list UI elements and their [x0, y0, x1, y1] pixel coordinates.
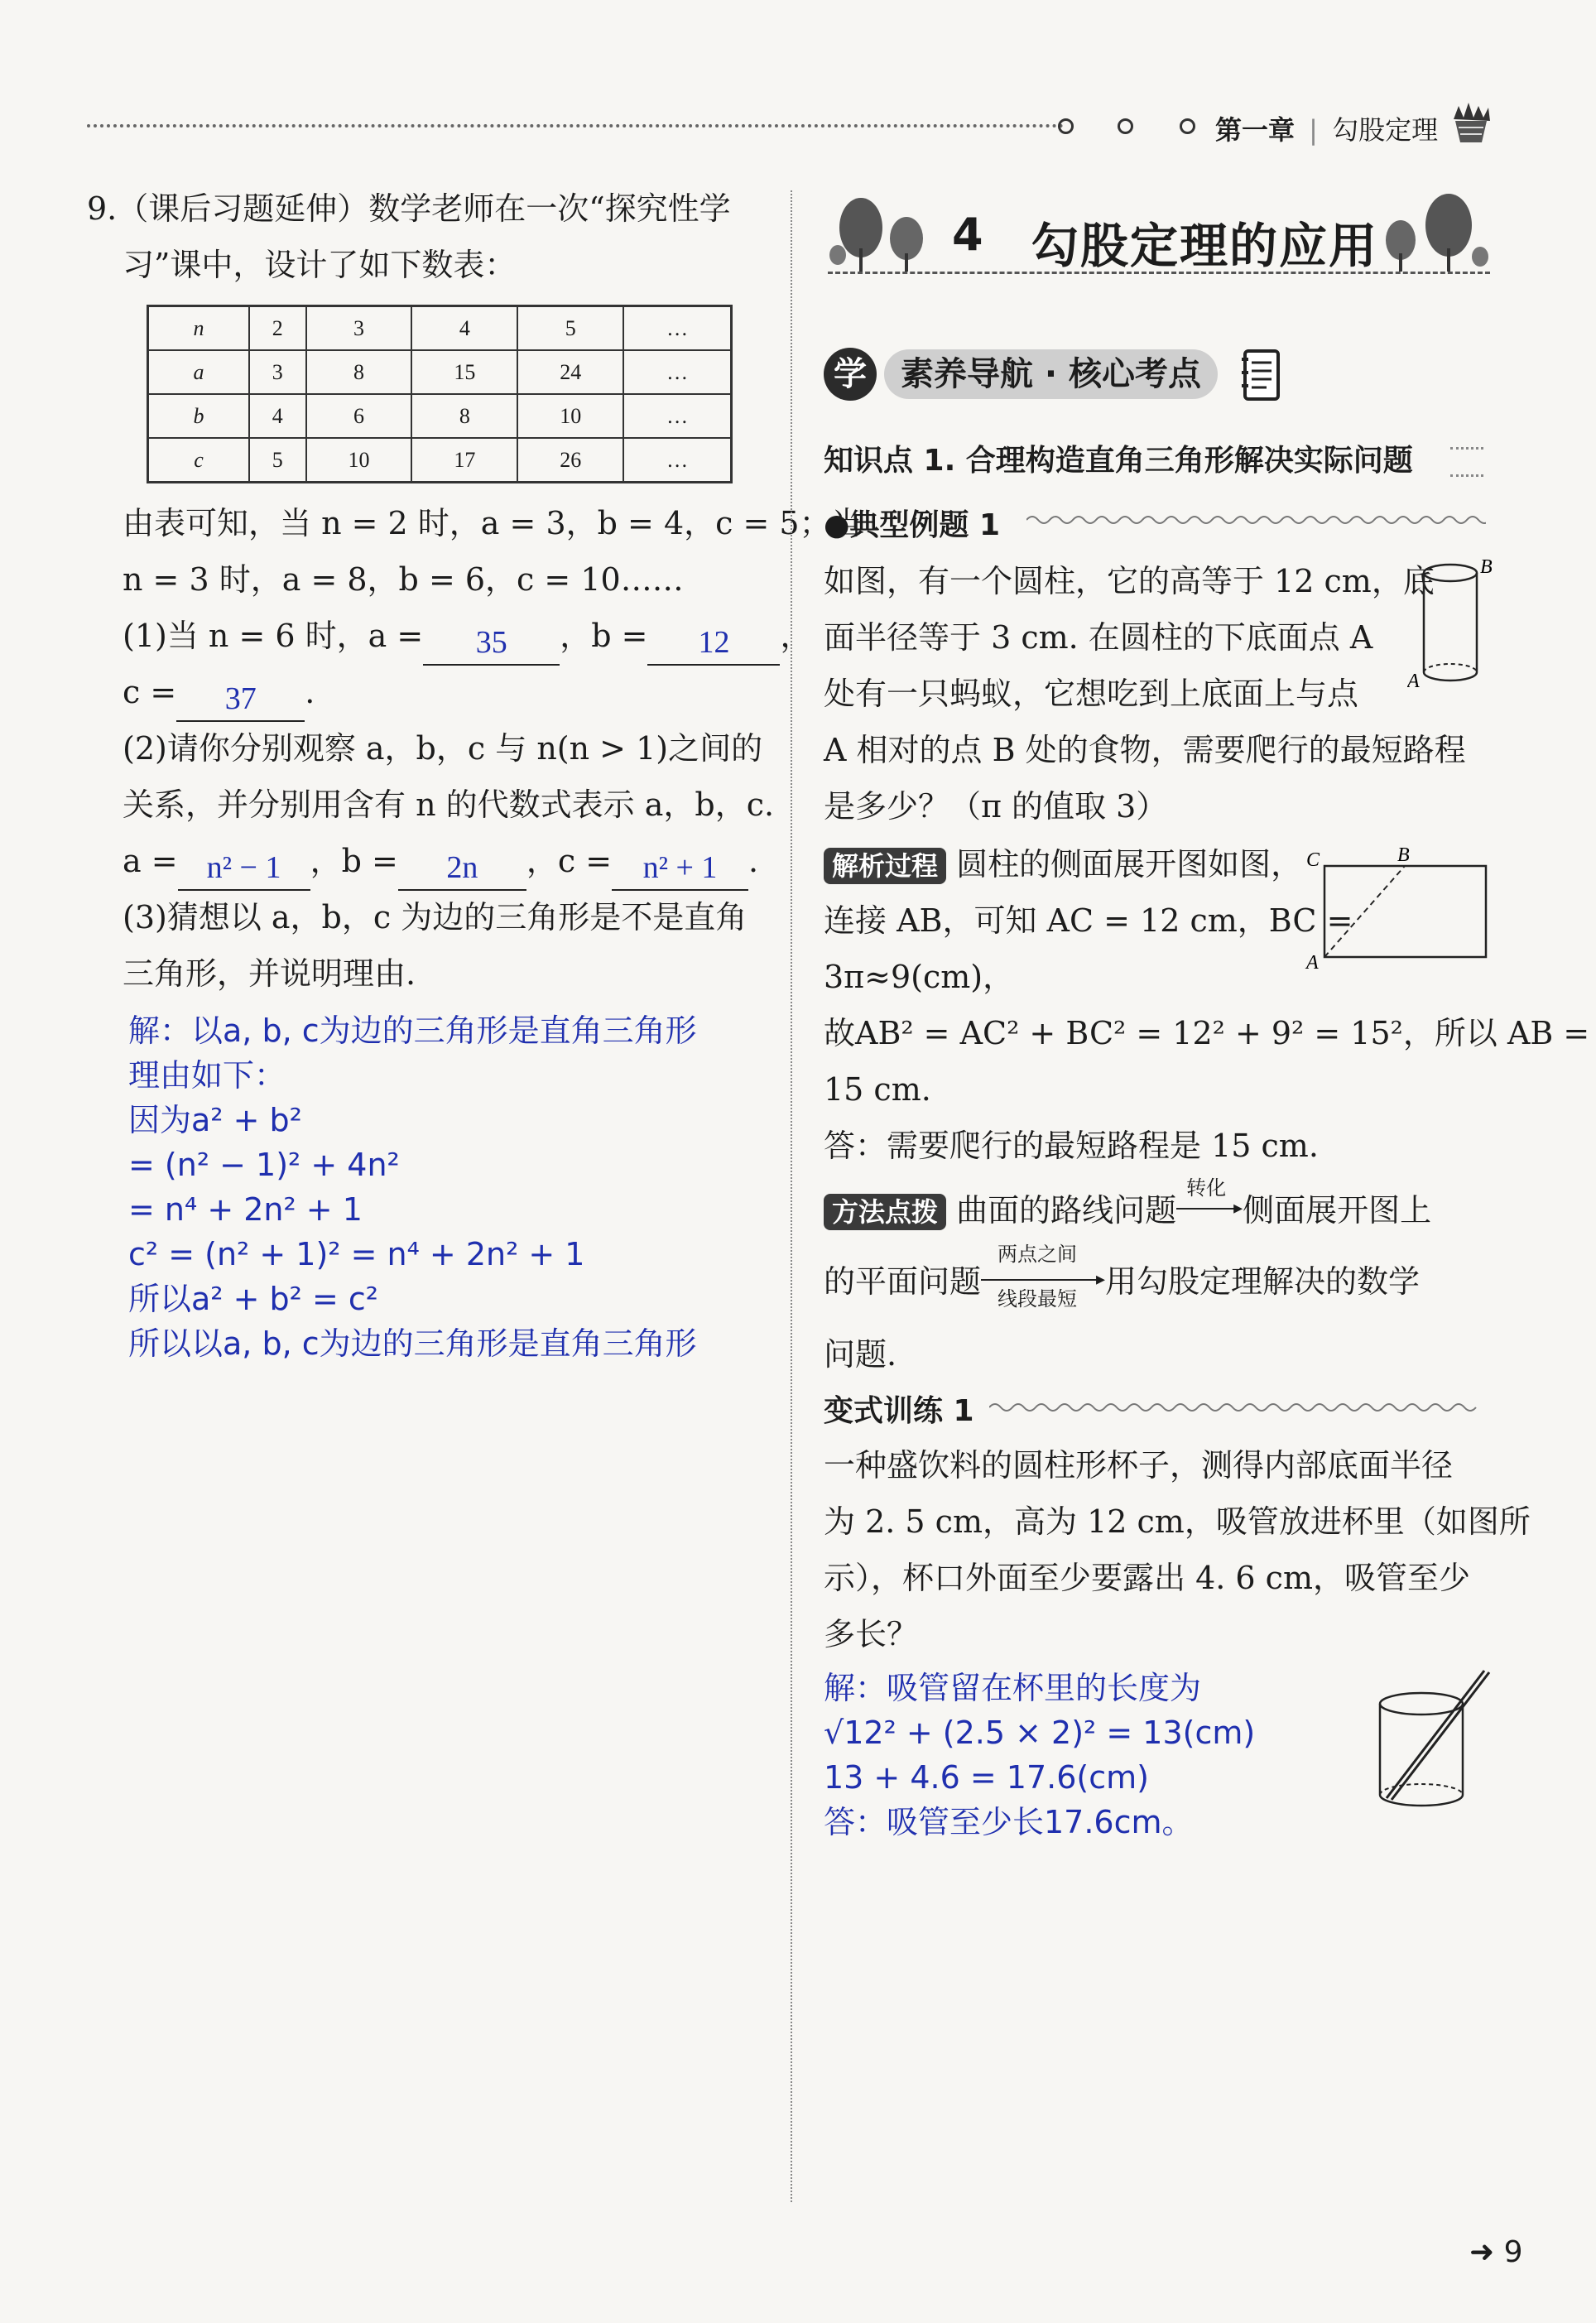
- fig2-label-c: C: [1306, 849, 1320, 871]
- table-cell: 10: [517, 394, 623, 438]
- q9-intro-line2: 习”课中，设计了如下数表：: [123, 247, 517, 283]
- part2-a-label: a =: [123, 843, 178, 879]
- table-cell: 4: [249, 394, 306, 438]
- method-text: 的平面问题: [824, 1263, 982, 1300]
- example-line: 面半径等于 3 cm. 在圆柱的下底面点 A: [824, 619, 1373, 656]
- table-row: [148, 394, 732, 438]
- answer-blank-b: [647, 608, 780, 666]
- section-number: 4: [952, 209, 983, 261]
- table-cell: 17: [411, 438, 517, 483]
- plant-pot-icon: [1449, 101, 1493, 144]
- answer-blank-a: [423, 608, 560, 666]
- page-number-text: 9: [1503, 2235, 1523, 2269]
- solution-line: 解：以a, b, c为边的三角形是直角三角形: [128, 1012, 697, 1049]
- fig1-label-a: A: [1407, 671, 1420, 692]
- trees-left-icon: [828, 190, 935, 273]
- q9-part1-c: c = 37 .: [123, 664, 315, 722]
- section-heading: 勾股定理的应用: [1031, 218, 1379, 274]
- table-cell: 5: [517, 306, 623, 351]
- table-cell: …: [623, 394, 731, 438]
- table-row: [148, 350, 732, 394]
- wavy-rule: [1026, 512, 1486, 528]
- method-line1: [824, 1176, 1432, 1238]
- variant-solution-line: √12² + (2.5 × 2)² = 13(cm): [824, 1715, 1256, 1751]
- part2-b-label: ，b =: [310, 843, 398, 879]
- section-title: [828, 190, 1490, 281]
- analysis-line: 连接 AB，可知 AC = 12 cm，BC =: [824, 902, 1353, 939]
- method-text: 曲面的路线问题: [956, 1192, 1177, 1229]
- answer-c: 37: [224, 681, 257, 716]
- analysis-line: 15 cm.: [824, 1071, 931, 1108]
- analysis-line: 3π≈9(cm)，: [824, 959, 1015, 995]
- analysis-line: 答：需要爬行的最短路程是 15 cm.: [824, 1128, 1319, 1164]
- table-cell: 15: [411, 350, 517, 394]
- table-cell: 5: [249, 438, 306, 483]
- table-cell: 10: [306, 438, 412, 483]
- trees-right-icon: [1382, 190, 1490, 273]
- table-cell: 8: [411, 394, 517, 438]
- table-cell: …: [623, 350, 731, 394]
- table-cell: b: [148, 394, 250, 438]
- unfolded-rectangle-figure: [1300, 844, 1490, 969]
- q9-observation-line1: 由表可知，当 n = 2 时，a = 3，b = 4，c = 5；当: [123, 505, 863, 541]
- q9-intro-line1: 9.（课后习题延伸）数学老师在一次“探究性学: [87, 190, 731, 227]
- cup-straw-figure: [1370, 1664, 1494, 1813]
- answer-b: 12: [698, 625, 730, 660]
- table-cell: …: [623, 306, 731, 351]
- answer-c-expr: n² + 1: [642, 850, 718, 885]
- wavy-rule: [989, 1399, 1486, 1416]
- part1-c-label: c =: [123, 674, 177, 710]
- column-divider: [791, 190, 792, 2202]
- arrow-label-bottom: 线段最短: [997, 1287, 1078, 1311]
- q9-part2-line1: (2)请你分别观察 a，b，c 与 n(n > 1)之间的: [123, 730, 763, 767]
- fig1-label-b: B: [1480, 556, 1493, 578]
- q9-part3-line1: (3)猜想以 a，b，c 为边的三角形是不是直角: [123, 899, 748, 935]
- table-row: [148, 438, 732, 483]
- q9-part2-line2: 关系，并分别用含有 n 的代数式表示 a，b，c.: [123, 786, 775, 823]
- q9-observation-line2: n = 3 时，a = 8，b = 6，c = 10……: [123, 561, 684, 598]
- method-text: 用勾股定理解决的数学: [1105, 1263, 1421, 1300]
- example-line: 是多少？（π 的值取 3）: [824, 788, 1168, 825]
- arrow-label: 转化: [1186, 1176, 1227, 1200]
- analysis-text: 圆柱的侧面展开图如图，: [956, 846, 1303, 883]
- answer-blank-b-expr: [398, 833, 526, 891]
- chapter-label: 第一章: [1215, 114, 1296, 146]
- arrow-shortest: 两点之间 ▸ 线段最短: [981, 1267, 1105, 1292]
- part2-c-label: ，c =: [526, 843, 613, 879]
- fig2-label-a: A: [1306, 952, 1319, 969]
- variant-title: 变式训练 1: [824, 1394, 974, 1428]
- part1-label: (1)当 n = 6 时，a =: [123, 618, 424, 654]
- page-number: [1469, 2235, 1523, 2269]
- table-cell: 26: [517, 438, 623, 483]
- solution-line: c² = (n² + 1)² = n⁴ + 2n² + 1: [128, 1236, 585, 1272]
- variant-solution-line: 答：吸管至少长17.6cm。: [824, 1804, 1194, 1840]
- nav-label: 素养导航 · 核心考点: [884, 349, 1218, 399]
- table-cell: 3: [249, 350, 306, 394]
- nav-badge: 学: [824, 348, 877, 401]
- example-line: 如图，有一个圆柱，它的高等于 12 cm，底: [824, 563, 1435, 599]
- solution-line: 因为a² + b²: [128, 1102, 302, 1138]
- variant-solution-line: 13 + 4.6 = 17.6(cm): [824, 1759, 1149, 1796]
- table-row: [148, 306, 732, 351]
- analysis-tag: 解析过程: [824, 848, 946, 884]
- part1-b-label: ，b =: [560, 618, 648, 654]
- table-cell: …: [623, 438, 731, 483]
- table-cell: 3: [306, 306, 412, 351]
- notebook-icon: [1238, 348, 1283, 402]
- kp-dots: [1450, 447, 1483, 477]
- analysis-line: 故AB² = AC² + BC² = 12² + 9² = 15²，所以 AB =: [824, 1015, 1590, 1051]
- arrow-label-top: 两点之间: [997, 1243, 1078, 1266]
- example-line: 处有一只蚂蚁，它想吃到上底面上与点: [824, 676, 1359, 712]
- variant-line: 为 2. 5 cm，高为 12 cm，吸管放进杯里（如图所: [824, 1503, 1531, 1540]
- fig2-label-b: B: [1397, 844, 1410, 866]
- table-cell: 6: [306, 394, 412, 438]
- header-separator: |: [1309, 114, 1318, 146]
- arrow-right-icon: ➜: [1469, 2235, 1495, 2269]
- answer-b-expr: 2n: [446, 850, 478, 885]
- header-dot-icon: [1118, 118, 1133, 134]
- table-cell: 2: [249, 306, 306, 351]
- answer-blank-a-expr: [178, 833, 310, 891]
- answer-blank-c-expr: [612, 833, 748, 891]
- arrow-convert: 转化 ▸: [1176, 1196, 1243, 1221]
- header-dot-icon: [1058, 118, 1074, 134]
- solution-line: 所以以a, b, c为边的三角形是直角三角形: [128, 1325, 697, 1362]
- cylinder-figure: [1407, 555, 1498, 695]
- method-line3: 问题.: [824, 1336, 897, 1373]
- example-title: ●典型例题 1: [824, 508, 1000, 542]
- table-cell: c: [148, 438, 250, 483]
- method-tag: 方法点拨: [824, 1194, 946, 1230]
- table-cell: 4: [411, 306, 517, 351]
- chapter-title: 勾股定理: [1332, 114, 1439, 146]
- table-cell: 8: [306, 350, 412, 394]
- q9-part3-line2: 三角形，并说明理由.: [123, 955, 416, 992]
- header-rule: [87, 124, 1064, 127]
- solution-line: 理由如下：: [128, 1057, 286, 1094]
- chapter-header: [1215, 109, 1438, 147]
- analysis-line1: [824, 836, 1302, 892]
- sequence-table: [147, 305, 733, 483]
- answer-a: 35: [475, 625, 507, 660]
- solution-line: = (n² − 1)² + 4n²: [128, 1147, 400, 1183]
- title-rule: [828, 272, 1490, 274]
- method-line2: [824, 1243, 1421, 1311]
- answer-blank-c: [176, 664, 305, 722]
- table-cell: a: [148, 350, 250, 394]
- q9-part2-answers: a = n² − 1 ，b = 2n ，c = n² + 1 .: [123, 833, 758, 891]
- solution-line: 所以a² + b² = c²: [128, 1281, 378, 1317]
- table-cell: 24: [517, 350, 623, 394]
- variant-line: 一种盛饮料的圆柱形杯子，测得内部底面半径: [824, 1447, 1454, 1484]
- variant-line: 多长？: [824, 1616, 919, 1652]
- q9-part1: (1)当 n = 6 时，a = 35 ，b = 12 ，: [123, 608, 811, 666]
- table-cell: n: [148, 306, 250, 351]
- knowledge-point-title: 知识点 1. 合理构造直角三角形解决实际问题: [824, 444, 1413, 478]
- variant-line: 示），杯口外面至少要露出 4. 6 cm，吸管至少: [824, 1560, 1470, 1596]
- example-line: A 相对的点 B 处的食物，需要爬行的最短路程: [824, 732, 1466, 768]
- variant-solution-line: 解：吸管留在杯里的长度为: [824, 1670, 1202, 1706]
- solution-line: = n⁴ + 2n² + 1: [128, 1191, 363, 1228]
- method-text: 侧面展开图上: [1243, 1192, 1432, 1229]
- header-dot-icon: [1180, 118, 1195, 134]
- answer-a-expr: n² − 1: [206, 850, 281, 885]
